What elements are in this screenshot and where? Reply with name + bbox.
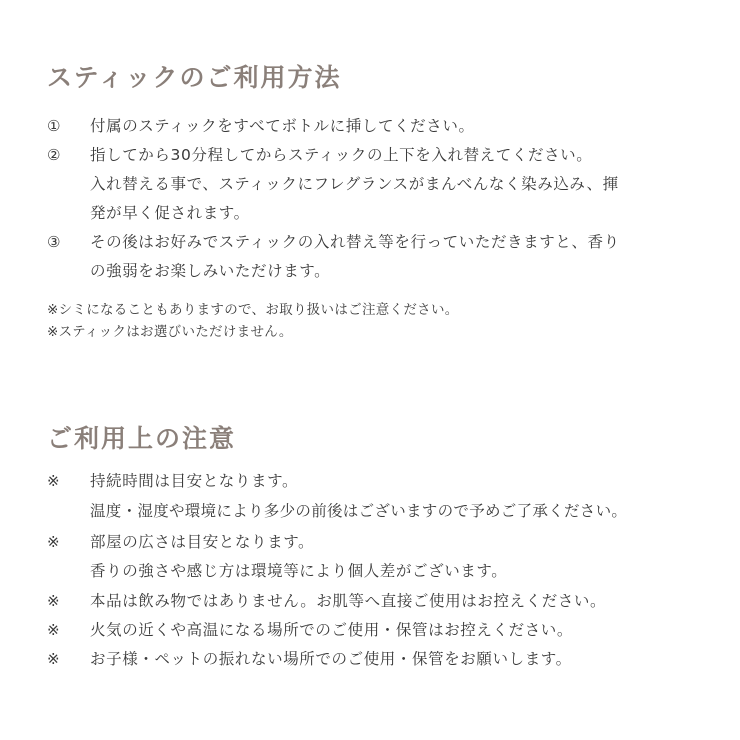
caution-text: 部屋の広さは目安となります。 (90, 533, 315, 551)
step-text: 発が早く促されます。 (90, 204, 250, 222)
caution-text: 温度・湿度や環境により多少の前後はございますので予めご了承ください。 (90, 502, 628, 520)
step-text: 付属のスティックをすべてボトルに挿してください。 (90, 117, 475, 135)
section1-title: スティックのご利用方法 (47, 63, 342, 92)
caution-text: お子様・ペットの振れない場所でのご使用・保管をお願いします。 (90, 650, 572, 668)
step-marker: ③ (47, 233, 61, 251)
step-text: 指してから30分程してからスティックの上下を入れ替えてください。 (90, 146, 593, 164)
section2-title: ご利用上の注意 (47, 424, 237, 453)
caution-text: 香りの強さや感じ方は環境等により個人差がございます。 (90, 562, 508, 580)
step-marker: ② (47, 146, 61, 164)
caution-marker: ※ (47, 650, 60, 668)
step-text: 入れ替える事で、スティックにフレグランスがまんべんなく染み込み、揮 (90, 175, 619, 193)
step-text: その後はお好みでスティックの入れ替え等を行っていただきますと、香り (90, 233, 620, 251)
caution-marker: ※ (47, 472, 60, 490)
step-marker: ① (47, 117, 61, 135)
caution-marker: ※ (47, 592, 60, 610)
caution-text: 火気の近くや高温になる場所でのご使用・保管はお控えください。 (90, 621, 574, 639)
step-text: の強弱をお楽しみいただけます。 (90, 262, 331, 280)
caution-marker: ※ (47, 533, 60, 551)
note-stain: ※シミになることもありますので、お取り扱いはご注意ください。 (47, 302, 459, 318)
caution-marker: ※ (47, 621, 60, 639)
caution-text: 本品は飲み物ではありません。お肌等へ直接ご使用はお控えください。 (90, 592, 607, 610)
note-stick-selection: ※スティックはお選びいただけません。 (47, 324, 293, 340)
caution-text: 持続時間は目安となります。 (90, 472, 299, 490)
